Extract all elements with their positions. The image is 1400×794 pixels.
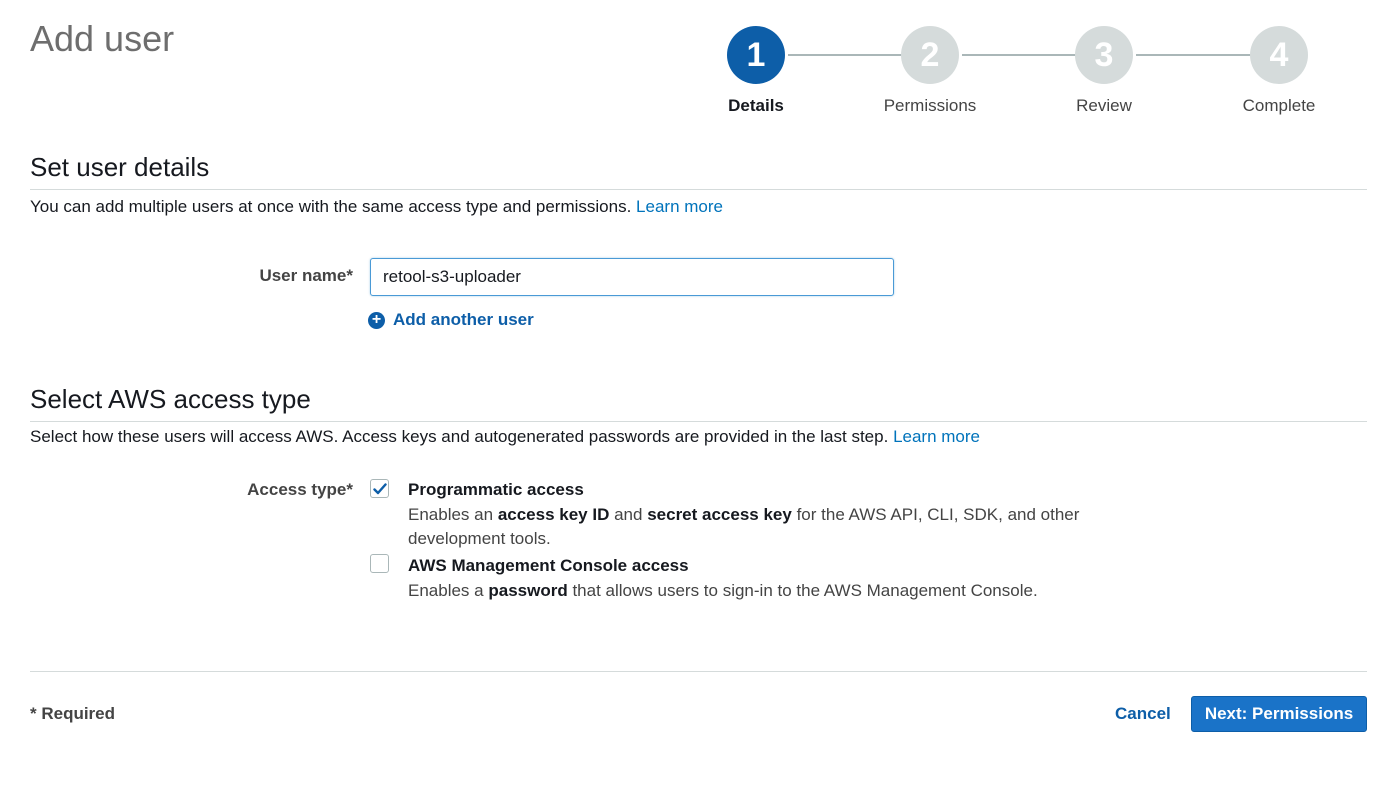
- description-text: You can add multiple users at once with the same access type and permissions.: [30, 197, 632, 216]
- access-type-label: Access type*: [247, 480, 353, 499]
- step-permissions: [870, 26, 990, 116]
- add-another-user-link[interactable]: [368, 310, 534, 330]
- step-complete: [1219, 26, 1339, 116]
- required-note: * Required: [30, 704, 116, 723]
- plus-circle-icon: +: [368, 312, 385, 329]
- section-title-user-details: Set user details: [30, 152, 1367, 190]
- cancel-button[interactable]: Cancel: [1115, 704, 1171, 723]
- next-permissions-button[interactable]: Next: Permissions: [1191, 696, 1367, 732]
- add-another-user-label: Add another user: [393, 310, 534, 329]
- step-number: 2: [901, 26, 959, 84]
- step-review: [1044, 26, 1164, 116]
- username-input[interactable]: [370, 258, 894, 296]
- programmatic-access-title: Programmatic access: [408, 480, 584, 499]
- step-number: 1: [727, 26, 785, 84]
- access-type-description: [30, 427, 980, 447]
- step-number: 3: [1075, 26, 1133, 84]
- username-label: User name*: [259, 266, 353, 285]
- console-access-description: [408, 579, 1168, 603]
- desc-bold: access key ID: [497, 505, 610, 524]
- step-label: Complete: [1242, 96, 1316, 115]
- desc-text: Enables an: [408, 505, 494, 524]
- console-access-title: AWS Management Console access: [408, 556, 689, 575]
- page-title: Add user: [30, 18, 175, 59]
- learn-more-link[interactable]: Learn more: [636, 197, 723, 216]
- step-label: Permissions: [883, 96, 977, 115]
- footer-divider: [30, 671, 1367, 672]
- console-access-checkbox[interactable]: [370, 554, 389, 573]
- programmatic-access-description: [408, 503, 1168, 551]
- step-number: 4: [1250, 26, 1308, 84]
- wizard-stepper: [700, 26, 1370, 126]
- desc-text: and: [614, 505, 643, 524]
- section-title-access-type: Select AWS access type: [30, 384, 1367, 422]
- description-text: Select how these users will access AWS. Access keys and autogenerated passwords are provided in the last step.: [30, 427, 889, 446]
- step-label: Review: [1076, 96, 1132, 115]
- desc-bold: secret access key: [647, 505, 792, 524]
- step-details: [696, 26, 816, 116]
- desc-bold: password: [488, 581, 568, 600]
- learn-more-link[interactable]: Learn more: [893, 427, 980, 446]
- user-details-description: [30, 197, 723, 217]
- desc-text: Enables a: [408, 581, 484, 600]
- programmatic-access-checkbox[interactable]: [370, 479, 389, 498]
- desc-text: that allows users to sign-in to the AWS Management Console.: [572, 581, 1038, 600]
- desc-text: for the AWS API, CLI, SDK, and other development tools.: [408, 505, 1080, 548]
- checkmark-icon: [373, 483, 387, 495]
- step-label: Details: [728, 96, 784, 115]
